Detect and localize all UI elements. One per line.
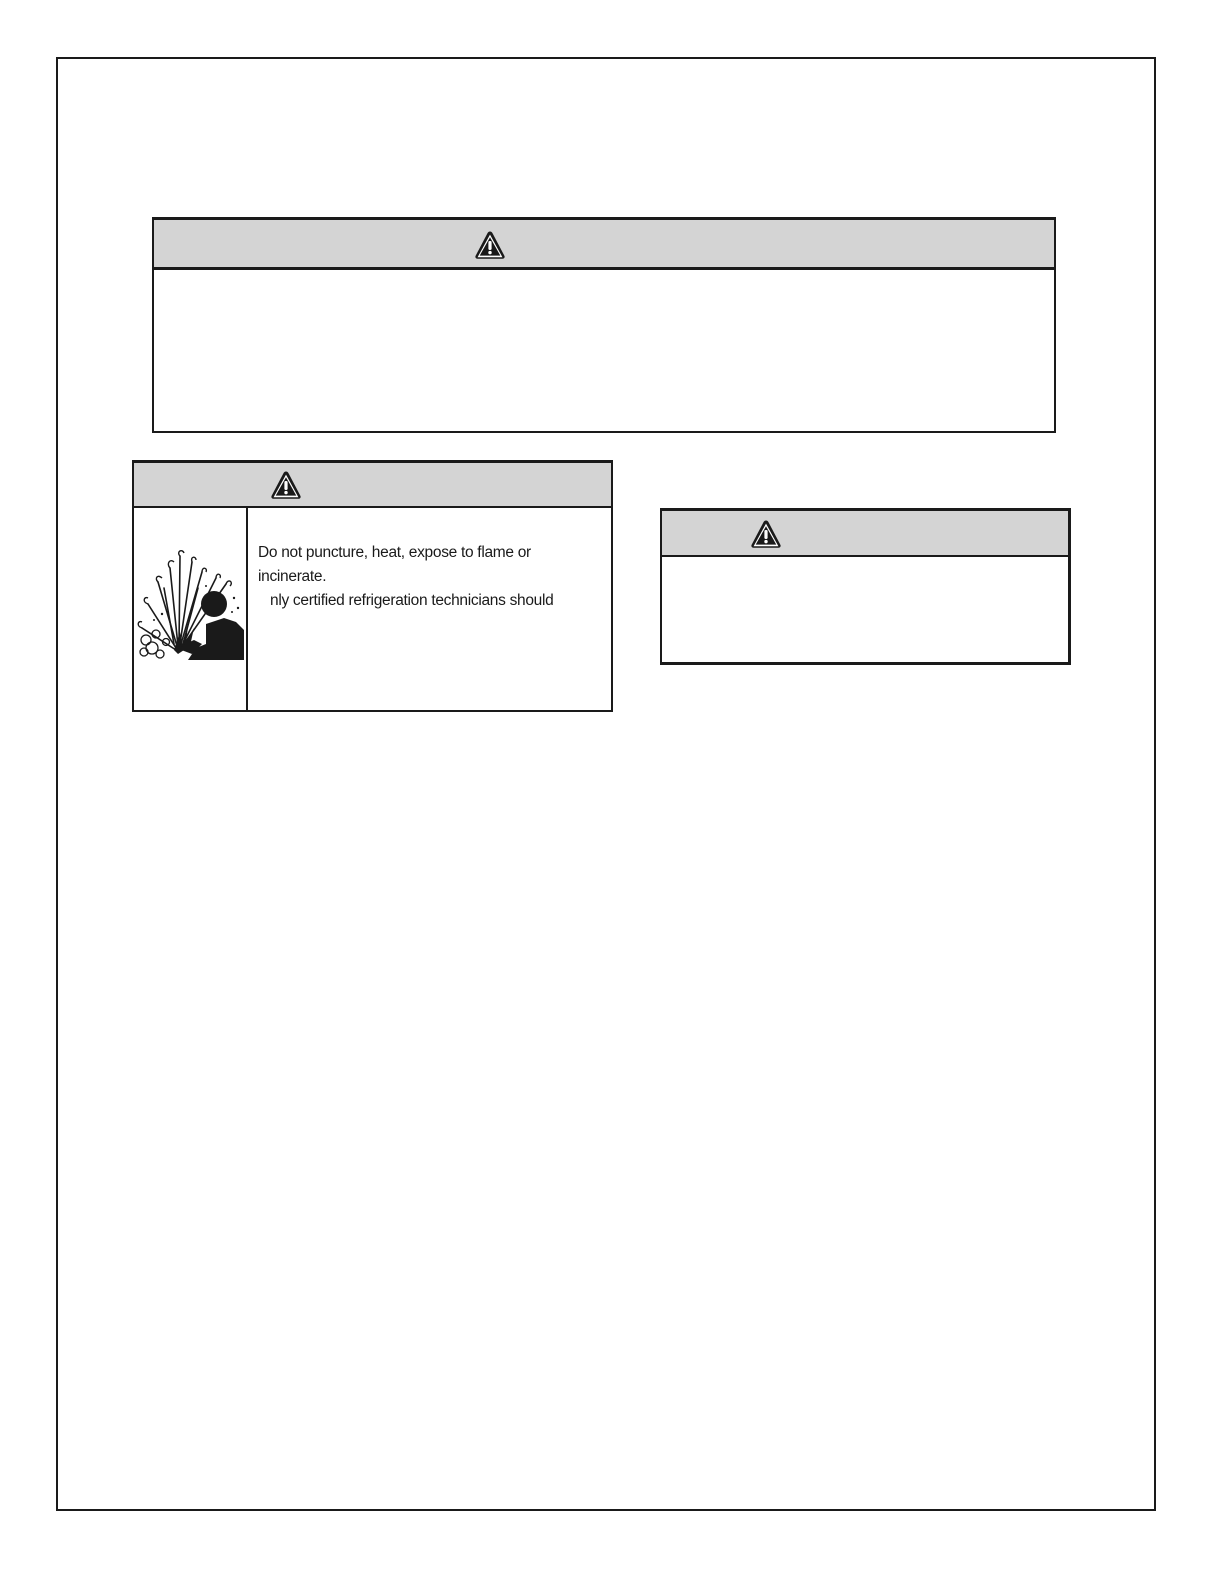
warning-text-line-2: nly certified refrigeration technicians should — [270, 592, 554, 609]
warning-box-left-header — [134, 463, 611, 508]
warning-box-top — [152, 217, 1056, 433]
explosion-hazard-icon — [136, 548, 246, 660]
warning-box-right-header — [662, 511, 1068, 557]
warning-triangle-icon — [750, 519, 782, 549]
warning-box-top-header — [154, 220, 1054, 270]
warning-box-right — [660, 508, 1071, 665]
warning-text-line-1: Do not puncture, heat, expose to flame or incinerate. — [258, 544, 531, 585]
warning-triangle-icon — [270, 470, 302, 500]
pictogram-cell — [134, 508, 248, 710]
warning-triangle-icon — [474, 230, 506, 260]
warning-text — [258, 541, 603, 613]
warning-box-left — [132, 460, 613, 712]
